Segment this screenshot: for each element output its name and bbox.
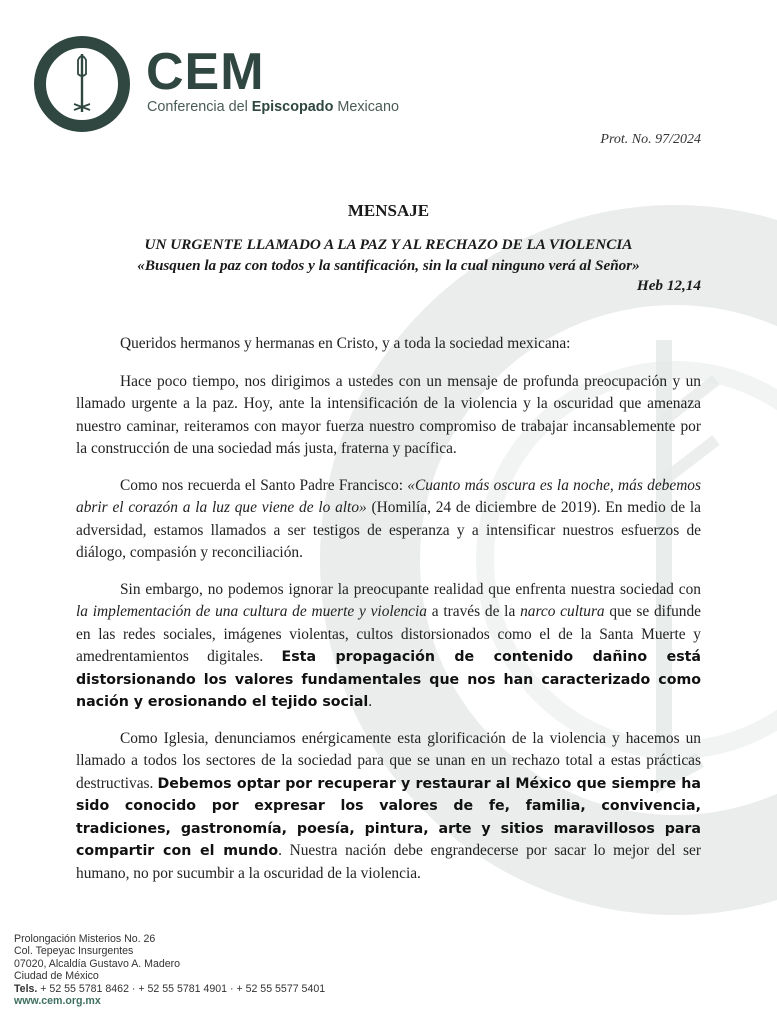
phone-label: Tels. — [14, 982, 38, 995]
p2-text-b: (Homilía, 24 de diciembre de 2019). En medio de la adversidad, estamos llamados a ser testigos de esperanza y a intensificar nuestros esfuerzos de diálogo, compasión y reconciliación. — [76, 499, 701, 561]
p3-bold: Esta propagación de contenido dañino está distorsionando los valores fundamentales que nos han caracterizado como nación y erosionando el tejido social — [76, 649, 702, 710]
p3-text-b: a través de la — [427, 603, 521, 620]
address-line: Col. Tepeyac Insurgentes — [14, 945, 134, 958]
website-link[interactable]: www.cem.org.mx — [14, 995, 101, 1008]
address-line: Prolongación Misterios No. 26 — [14, 933, 156, 945]
p3-italic-2: narco cultura — [520, 603, 605, 620]
p2-quote: «Cuanto más oscura es la noche, más debemos abrir el corazón a la luz que viene de lo alto» — [76, 476, 701, 516]
salutation: Queridos hermanos y hermanas en Cristo, y a toda la sociedad mexicana: — [120, 335, 571, 352]
phone-numbers: + 52 55 5781 8462 · + 52 55 5781 4901 · + 52 55 5577 5401 — [37, 982, 326, 995]
org-acronym: CEM — [146, 43, 265, 101]
p3-italic-1: la implementación de una cultura de muerte y violencia — [76, 603, 427, 620]
document-title: MENSAJE — [347, 201, 430, 220]
p3-text-c: que se difunde en las redes sociales, imágenes violentas, cultos distorsionados como el de la Santa Muerte y amedrentamientos digitales. — [76, 603, 701, 665]
org-name-bold: Episcopado — [251, 99, 334, 115]
p4-bold: Debemos optar por recuperar y restaurar al México que siempre ha sido conocido por expresar los valores de fe, familia, convivencia, tradiciones, gastronomía, poesía, pintura, arte y sitios maravillosos para compartir con el mundo — [76, 775, 701, 859]
paragraph-2 — [76, 475, 701, 565]
p3-text-a: Sin embargo, no podemos ignorar la preocupante realidad que enfrenta nuestra sociedad con — [120, 580, 701, 598]
paragraph-4 — [76, 728, 701, 886]
address-line: 07020, Alcaldía Gustavo A. Madero — [14, 957, 181, 970]
message-body — [76, 333, 701, 899]
protocol-number: Prot. No. 97/2024 — [600, 132, 701, 147]
org-name-post: Mexicano — [333, 99, 399, 115]
p3-end: . — [368, 693, 373, 710]
paragraph-1: Hace poco tiempo, nos dirigimos a ustedes con un mensaje de profunda preocupación y un llamado urgente a la paz. Hoy, ante la intensificación de la violencia y la oscuridad que amenaza nuestro caminar, reiteramos con mayor fuerza nuestro compromiso de trabajar incansablemente por la construcción de una sociedad más justa, fraterna y pacífica. — [76, 372, 701, 457]
footer-address — [14, 933, 325, 1007]
p4-text-a: Como Iglesia, denunciamos enérgicamente esta glorificación de la violencia y hacemos un llamado a todos los sectores de la sociedad para que se unan en un rechazo total a estas prácticas destructivas. — [76, 729, 701, 792]
p4-text-b: . Nuestra nación debe engrandecerse por sacar lo mejor del ser humano, no por sucumbir a la oscuridad de la violencia. — [76, 842, 701, 882]
epigraph: «Busquen la paz con todos y la santificación, sin la cual ninguno verá al Señor» — [137, 257, 640, 274]
org-name — [147, 99, 399, 115]
epigraph-citation: Heb 12,14 — [636, 277, 701, 294]
cem-logo-icon — [32, 34, 132, 134]
document-subtitle: UN URGENTE LLAMADO A LA PAZ Y AL RECHAZO DE LA VIOLENCIA — [144, 236, 633, 253]
paragraph-3 — [76, 579, 701, 714]
phone-line — [14, 983, 325, 995]
org-name-pre: Conferencia del — [147, 99, 252, 115]
p2-text-a: Como nos recuerda el Santo Padre Francisco: — [120, 476, 408, 494]
address-line: Ciudad de México — [14, 970, 99, 983]
